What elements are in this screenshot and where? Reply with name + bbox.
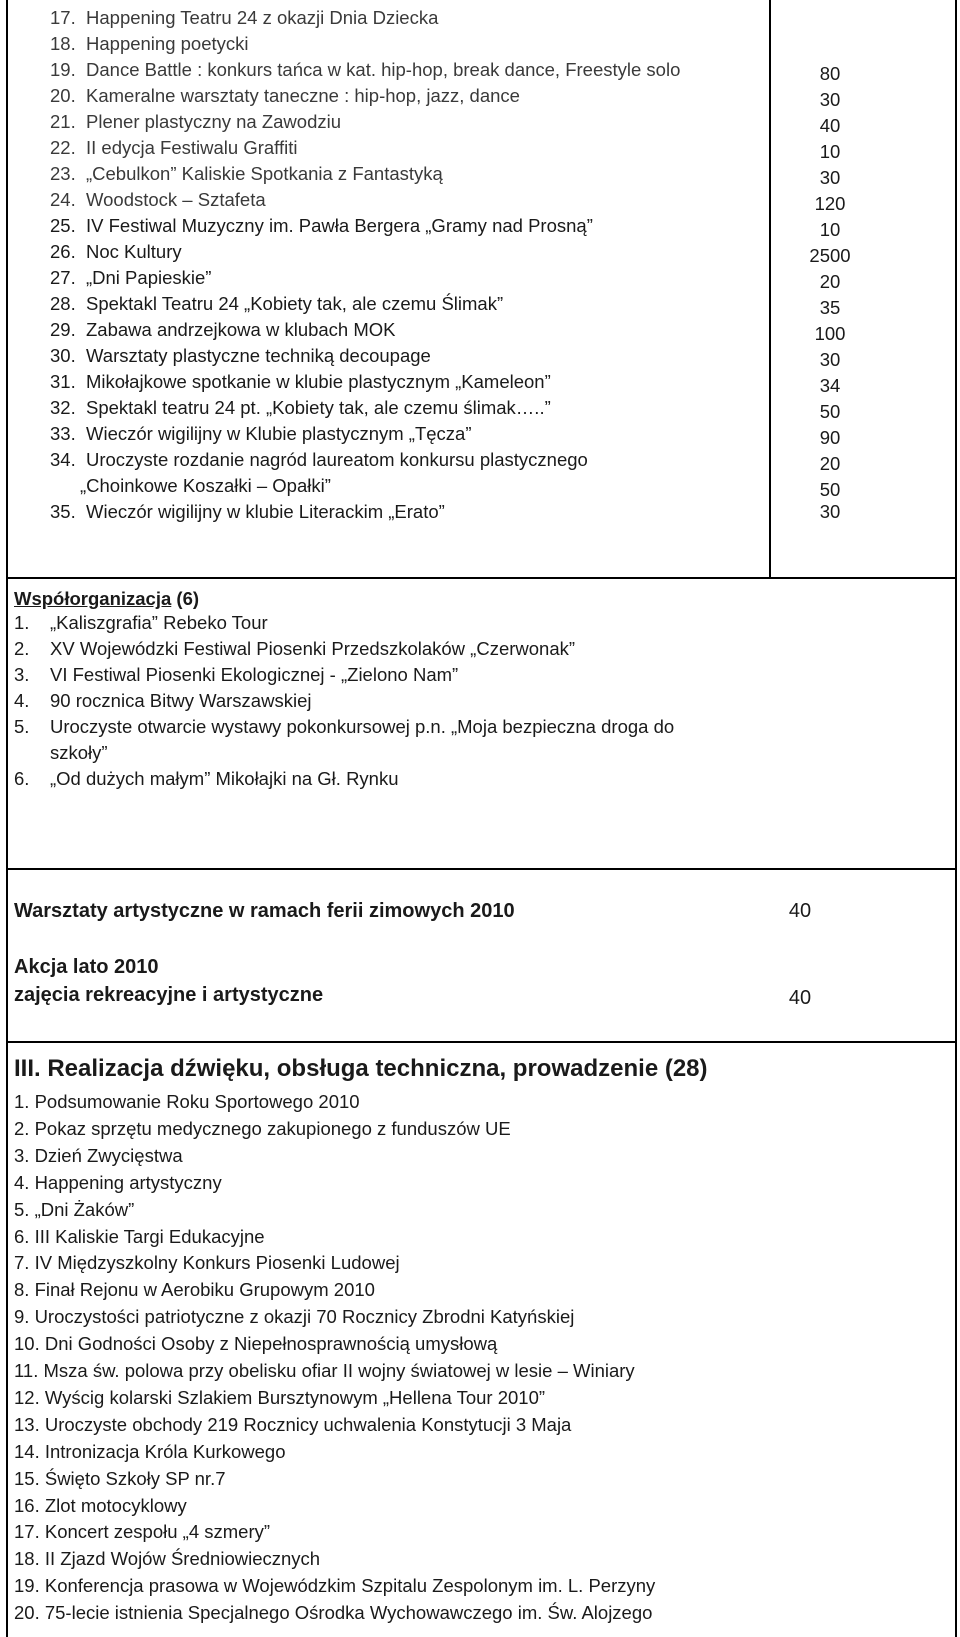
coorg-item-number: 5.: [14, 716, 30, 737]
section3-item: 3. Dzień Zwycięstwa: [14, 1145, 183, 1166]
list-item: [50, 498, 445, 525]
coorg-item-text: XV Wojewódzki Festiwal Piosenki Przedszkolaków „Czerwonak”: [50, 638, 576, 659]
list-item-number: 23.: [50, 163, 76, 184]
summer-label-2: zajęcia rekreacyjne i artystyczne: [14, 984, 324, 1006]
list-item-text: Plener plastyczny na Zawodziu: [86, 111, 342, 132]
coorg-item-text: „Kaliszgrafia” Rebeko Tour: [50, 612, 268, 633]
list-item-text: „Cebulkon” Kaliskie Spotkania z Fantastyką: [86, 163, 443, 184]
coorg-item-number: 4.: [14, 690, 30, 711]
section3-item: 6. III Kaliskie Targi Edukacyjne: [14, 1226, 265, 1247]
list-item-text: Spektakl teatru 24 pt. „Kobiety tak, ale czemu ślimak…..”: [86, 397, 551, 418]
list-item-count: 20: [819, 271, 841, 292]
border-left: [6, 0, 8, 1637]
list-item-number: 18.: [50, 33, 76, 54]
section3-item: 13. Uroczyste obchody 219 Rocznicy uchwalenia Konstytucji 3 Maja: [14, 1414, 572, 1435]
list-item-number: 33.: [50, 423, 76, 444]
list-item-number: 31.: [50, 371, 76, 392]
list-item: [50, 368, 551, 395]
list-item: [50, 186, 266, 213]
list-item-count: 120: [814, 193, 846, 214]
section3-item: 5. „Dni Żaków”: [14, 1199, 135, 1220]
coorg-item-text: VI Festiwal Piosenki Ekologicznej - „Zielono Nam”: [50, 664, 459, 685]
row-divider-1: [6, 577, 957, 579]
list-item-text: Wieczór wigilijny w Klubie plastycznym „Tęcza”: [86, 423, 472, 444]
list-item-count: 2500: [809, 245, 851, 266]
section3-item: 1. Podsumowanie Roku Sportowego 2010: [14, 1091, 360, 1112]
section3-heading: III. Realizacja dźwięku, obsługa techniczna, prowadzenie (28): [14, 1055, 708, 1082]
list-item: [50, 316, 396, 343]
coorg-item-text: Uroczyste otwarcie wystawy pokonkursowej p.n. „Moja bezpieczna droga do: [50, 716, 675, 737]
list-item: [50, 238, 182, 265]
list-item: [50, 264, 211, 291]
row-divider-3: [6, 1041, 957, 1043]
section3-item: 2. Pokaz sprzętu medycznego zakupionego z funduszów UE: [14, 1118, 511, 1139]
list-item: [50, 420, 472, 447]
list-item-count: 80: [819, 63, 841, 84]
coorg-item: [50, 739, 108, 766]
section3-item: 20. 75-lecie istnienia Specjalnego Ośrodka Wychowawczego im. Św. Alojzego: [14, 1602, 653, 1623]
list-item-count: 30: [819, 167, 841, 188]
list-item-count: 90: [819, 427, 841, 448]
list-item: [50, 446, 588, 473]
list-item: [50, 160, 443, 187]
section3-item: 19. Konferencja prasowa w Wojewódzkim Szpitalu Zespolonym im. L. Perzyny: [14, 1575, 656, 1596]
coorg-item-number: 1.: [14, 612, 30, 633]
list-item-number: 20.: [50, 85, 76, 106]
coorg-item-number: 6.: [14, 768, 30, 789]
section3-item: 9. Uroczystości patriotyczne z okazji 70 Rocznicy Zbrodni Katyńskiej: [14, 1306, 575, 1327]
section3-item: 17. Koncert zespołu „4 szmery”: [14, 1521, 271, 1542]
coorg-item: [14, 609, 268, 636]
list-item-count: 50: [819, 479, 841, 500]
list-item-number: 22.: [50, 137, 76, 158]
coorg-heading-row: [14, 585, 199, 612]
list-item-text: Warsztaty plastyczne techniką decoupage: [86, 345, 431, 366]
list-item-count: 10: [819, 219, 841, 240]
list-item-count: 34: [819, 375, 841, 396]
workshops-count: 40: [788, 900, 812, 922]
list-item: [80, 472, 331, 499]
section3-item: 11. Msza św. polowa przy obelisku ofiar II wojny światowej w lesie – Winiary: [14, 1360, 635, 1381]
list-item: [50, 134, 297, 161]
list-item-text: Zabawa andrzejkowa w klubach MOK: [86, 319, 396, 340]
list-item: [50, 108, 341, 135]
summer-count: 40: [788, 987, 812, 1009]
coorg-item-text: 90 rocznica Bitwy Warszawskiej: [50, 690, 312, 711]
section3-item: 18. II Zjazd Wojów Średniowiecznych: [14, 1548, 321, 1569]
list-item: [50, 394, 551, 421]
list-item-number: 19.: [50, 59, 76, 80]
list-item-number: 24.: [50, 189, 76, 210]
list-item-count: 30: [819, 89, 841, 110]
list-item-text: II edycja Festiwalu Graffiti: [86, 137, 298, 158]
border-right: [955, 0, 957, 1637]
list-item-number: 32.: [50, 397, 76, 418]
section3-item: 10. Dni Godności Osoby z Niepełnosprawnością umysłową: [14, 1333, 498, 1354]
list-item-number: 30.: [50, 345, 76, 366]
list-item-text: Dance Battle : konkurs tańca w kat. hip-hop, break dance, Freestyle solo: [86, 59, 681, 80]
list-item-count: 40: [819, 115, 841, 136]
section3-item: 7. IV Międzyszkolny Konkurs Piosenki Ludowej: [14, 1252, 400, 1273]
workshops-label: Warsztaty artystyczne w ramach ferii zimowych 2010: [14, 900, 515, 922]
list-item-number: 35.: [50, 501, 76, 522]
coorg-heading: Współorganizacja: [14, 588, 172, 609]
coorg-item: [14, 661, 458, 688]
list-item-count: 10: [819, 141, 841, 162]
list-item: [50, 212, 593, 239]
coorg-heading-count: (6): [176, 588, 200, 609]
list-item-text: Wieczór wigilijny w klubie Literackim „Erato”: [86, 501, 445, 522]
section3-item: 8. Finał Rejonu w Aerobiku Grupowym 2010: [14, 1279, 375, 1300]
list-item: [50, 342, 431, 369]
list-item-text: Mikołajkowe spotkanie w klubie plastycznym „Kameleon”: [86, 371, 551, 392]
list-item-count: 50: [819, 401, 841, 422]
list-item-number: 34.: [50, 449, 76, 470]
coorg-item-text: „Od dużych małym” Mikołajki na Gł. Rynku: [50, 768, 399, 789]
list-item-text: Woodstock – Sztafeta: [86, 189, 266, 210]
list-item-number: 17.: [50, 7, 76, 28]
coorg-item: [14, 687, 311, 714]
list-item-number: 26.: [50, 241, 76, 262]
list-item-text: IV Festiwal Muzyczny im. Pawła Bergera „Gramy nad Prosną”: [86, 215, 593, 236]
list-item-text: Noc Kultury: [86, 241, 182, 262]
coorg-item-text: szkoły”: [50, 742, 108, 763]
list-item-text: „Dni Papieskie”: [86, 267, 212, 288]
section3-item: 12. Wyścig kolarski Szlakiem Bursztynowym „Hellena Tour 2010”: [14, 1387, 546, 1408]
list-item-number: 21.: [50, 111, 76, 132]
list-item-text: Happening poetycki: [86, 33, 249, 54]
list-item-count: 20: [819, 453, 841, 474]
row-divider-2: [6, 868, 957, 870]
summer-label-1: Akcja lato 2010: [14, 956, 159, 978]
coorg-item: [14, 765, 399, 792]
list-item: [50, 30, 249, 57]
list-item-text: „Choinkowe Koszałki – Opałki”: [80, 475, 331, 496]
list-item-count: 30: [819, 501, 841, 522]
section3-item: 14. Intronizacja Króla Kurkowego: [14, 1441, 286, 1462]
coorg-item-number: 3.: [14, 664, 30, 685]
list-item-number: 25.: [50, 215, 76, 236]
section3-item: 16. Zlot motocyklowy: [14, 1495, 187, 1516]
coorg-item-number: 2.: [14, 638, 30, 659]
list-item-number: 29.: [50, 319, 76, 340]
list-item: [50, 82, 520, 109]
list-item-text: Uroczyste rozdanie nagród laureatom konkursu plastycznego: [86, 449, 588, 470]
list-item-count: 100: [814, 323, 846, 344]
coorg-item: [14, 635, 575, 662]
list-item-text: Spektakl Teatru 24 „Kobiety tak, ale czemu Ślimak”: [86, 293, 504, 314]
list-item: [50, 56, 680, 83]
list-item-count: 30: [819, 349, 841, 370]
list-item-text: Kameralne warsztaty taneczne : hip-hop, jazz, dance: [86, 85, 520, 106]
coorg-item: [14, 713, 674, 740]
section3-item: 15. Święto Szkoły SP nr.7: [14, 1468, 226, 1489]
section3-item: 4. Happening artystyczny: [14, 1172, 222, 1193]
list-item-number: 28.: [50, 293, 76, 314]
list-item-text: Happening Teatru 24 z okazji Dnia Dziecka: [86, 7, 439, 28]
list-item-number: 27.: [50, 267, 76, 288]
list-item: [50, 4, 438, 31]
list-item: [50, 290, 503, 317]
list-item-count: 35: [819, 297, 841, 318]
